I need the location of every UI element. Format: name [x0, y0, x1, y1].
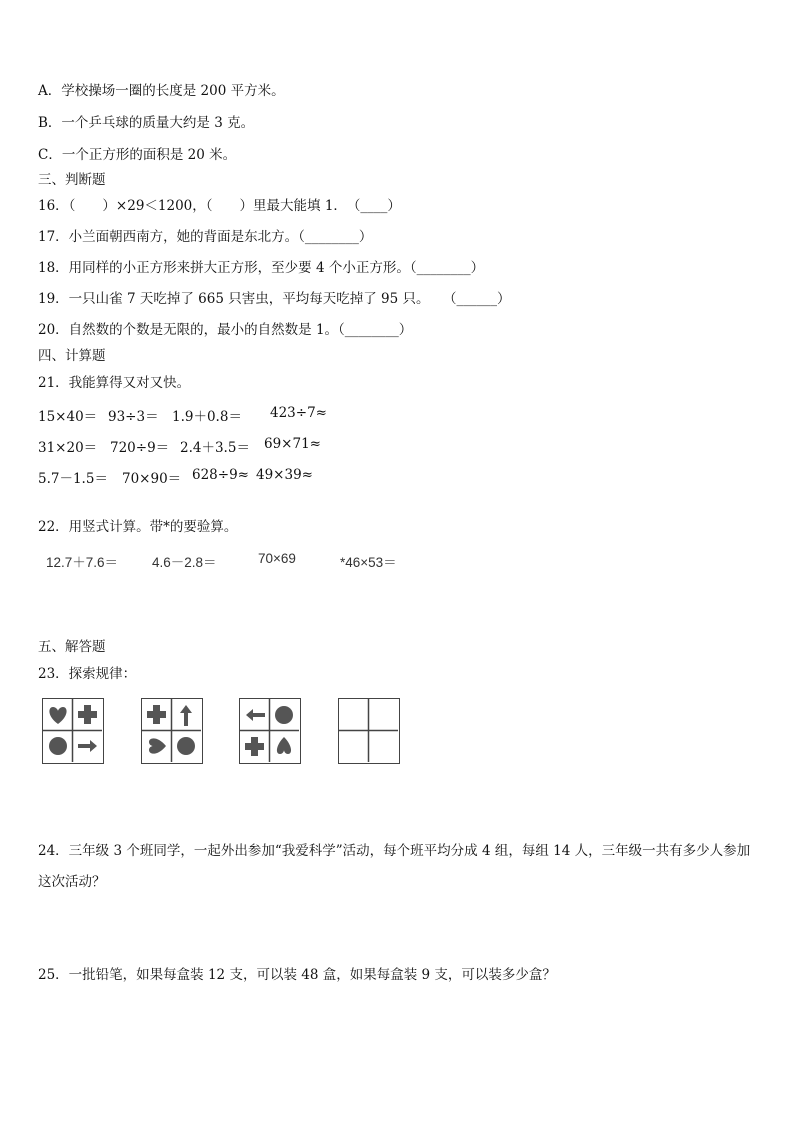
circle-icon: [275, 706, 293, 724]
pattern-grid-blank[interactable]: [338, 698, 400, 764]
question-17: 17．小兰面朝西南方，她的背面是东北方。（________）: [38, 229, 373, 245]
calc-item: 423÷7≈: [270, 405, 327, 421]
heart-icon: [149, 738, 166, 753]
calc-item: 31×20＝: [38, 440, 98, 456]
calc-item: 93÷3＝: [108, 409, 159, 425]
circle-icon: [177, 737, 195, 755]
calc-item: 720÷9＝: [110, 440, 170, 456]
pattern-grid-1: [42, 698, 104, 764]
section-heading-answer: 五、解答题: [38, 639, 106, 655]
arrow-right-icon: [78, 740, 97, 752]
cross-icon: [78, 705, 97, 724]
option-a: A．学校操场一圈的长度是 200 平方米。: [38, 83, 285, 99]
cross-icon: [147, 705, 166, 724]
question-24-line2: 这次活动？: [38, 874, 106, 890]
calc-item: 2.4＋3.5＝: [180, 440, 250, 456]
option-b: B．一个乒乓球的质量大约是 3 克。: [38, 115, 255, 131]
section-heading-judge: 三、判断题: [38, 172, 106, 188]
option-c: C．一个正方形的面积是 20 米。: [38, 147, 237, 163]
section-heading-calc: 四、计算题: [38, 348, 106, 364]
calc-item: 69×71≈: [264, 436, 321, 452]
question-20: 20．自然数的个数是无限的，最小的自然数是 1。（________）: [38, 322, 413, 338]
pattern-grid-3: [239, 698, 301, 764]
calc-item: 5.7－1.5＝: [38, 471, 108, 487]
vertical-item: *46×53＝: [340, 555, 397, 570]
circle-icon: [49, 737, 67, 755]
question-16: 16．（ ）×29＜1200，（ ）里最大能填 1． （____）: [38, 198, 401, 214]
calc-item: 628÷9≈: [192, 467, 249, 483]
question-22: 22．用竖式计算。带*的要验算。: [38, 519, 238, 535]
question-23: 23．探索规律：: [38, 666, 137, 682]
calc-item: 70×90＝: [122, 471, 182, 487]
pattern-grid-2: [141, 698, 203, 764]
question-19: 19．一只山雀 7 天吃掉了 665 只害虫，平均每天吃掉了 95 只。 （______）: [38, 291, 511, 307]
calc-item: 15×40＝: [38, 409, 98, 425]
question-21: 21．我能算得又对又快。: [38, 375, 191, 391]
vertical-item: 70×69: [258, 551, 296, 566]
arrow-left-icon: [246, 709, 265, 721]
cross-icon: [245, 737, 264, 756]
vertical-item: 12.7＋7.6＝: [46, 555, 119, 570]
calc-item: 1.9＋0.8＝: [172, 409, 242, 425]
arrow-up-icon: [180, 705, 192, 726]
calc-item: 49×39≈: [256, 467, 313, 483]
question-25: 25．一批铅笔，如果每盒装 12 支，可以装 48 盒，如果每盒装 9 支，可以装多少盒？: [38, 967, 556, 983]
heart-icon: [49, 707, 66, 724]
question-18: 18．用同样的小正方形来拼大正方形，至少要 4 个小正方形。（________）: [38, 260, 485, 276]
vertical-item: 4.6－2.8＝: [152, 555, 217, 570]
question-24-line1: 24．三年级 3 个班同学，一起外出参加“我爱科学”活动，每个班平均分成 4 组，每组 14 人，三年级一共有多少人参加: [38, 843, 751, 859]
heart-icon: [277, 737, 291, 754]
